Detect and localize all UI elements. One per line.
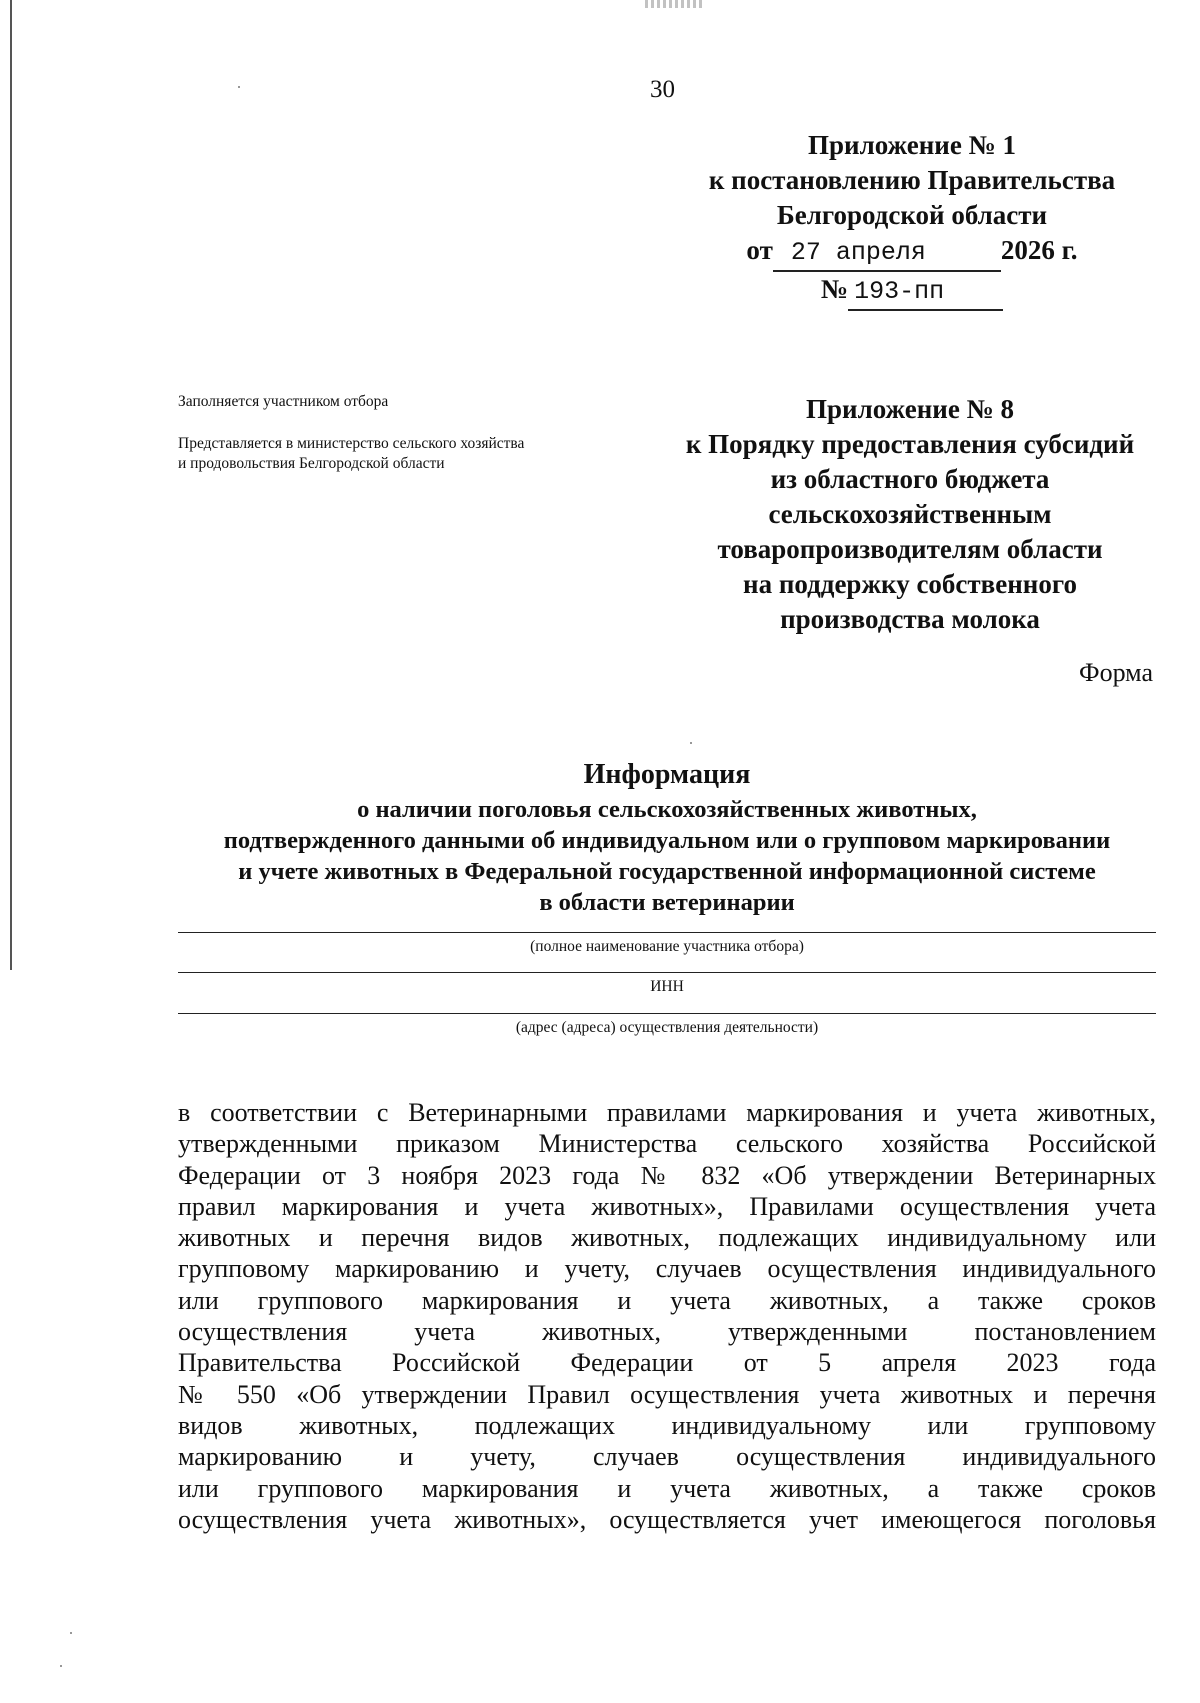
appendix-8-line: производства молока [780, 604, 1040, 634]
scan-edge-line [10, 0, 12, 970]
body-line: правил маркирования и учета животных», Правилами осуществления учета [178, 1191, 1156, 1221]
scan-speck [70, 1632, 72, 1634]
body-line: осуществления учета животных», осуществляется учет имеющегося поголовья [178, 1504, 1156, 1534]
address-caption: (адрес (адреса) осуществления деятельности) [515, 1019, 819, 1036]
appendix-8-line: товаропроизводителям области [717, 534, 1103, 564]
document-title [178, 756, 1156, 918]
body-paragraph [178, 1097, 1156, 1535]
appendix-8-block [660, 392, 1160, 637]
title-subtitle [178, 794, 1156, 918]
body-line: или группового маркирования и учета животных, а также сроков [178, 1285, 1156, 1315]
left-notes [178, 392, 638, 474]
appendix-8-line: из областного бюджета [770, 464, 1050, 494]
body-line: видов животных, подлежащих индивидуальному или групповому [178, 1410, 1156, 1440]
scan-speck [690, 742, 692, 744]
number-prefix: № [820, 274, 849, 304]
body-line: животных и перечня видов животных, подлежащих индивидуальному или [178, 1223, 1156, 1253]
title-main: Информация [583, 759, 751, 790]
body-line: или группового маркирования и учета животных, а также сроков [178, 1473, 1156, 1503]
appendix-8-line: к Порядку предоставления субсидий [685, 429, 1135, 459]
participant-name-caption: (полное наименование участника отбора) [530, 938, 804, 955]
appendix-8-line: сельскохозяйственным [768, 499, 1052, 529]
inn-caption: ИНН [650, 978, 684, 995]
form-label: Форма [1079, 658, 1153, 687]
handwritten-number: 193-пп [848, 274, 1003, 311]
body-line: в соответствии с Ветеринарными правилами маркирования и учета животных, [178, 1098, 1156, 1127]
appendix-8-title: Приложение № 8 [806, 394, 1014, 424]
appendix-1-date-line [672, 233, 1152, 272]
body-line: осуществления учета животных, утвержденными постановлением [178, 1317, 1156, 1347]
subtitle-line: подтвержденного данными об индивидуальном или о групповом маркировании [223, 827, 1111, 854]
body-line: Правительства Российской Федерации от 5 апреля 2023 года [178, 1348, 1156, 1378]
subtitle-line: о наличии поголовья сельскохозяйственных животных, [357, 796, 977, 823]
appendix-1-line: Белгородской области [776, 200, 1048, 230]
fill-note: Заполняется участником отбора [178, 393, 389, 410]
scan-speck [60, 1665, 62, 1667]
body-line: маркированию и учету, случаев осуществления индивидуального [178, 1442, 1156, 1472]
appendix-1-block [672, 128, 1152, 311]
subtitle-line: и учете животных в Федеральной государственной информационной системе [238, 858, 1096, 885]
appendix-1-number-line [672, 272, 1152, 311]
body-line: утвержденными приказом Министерства сельского хозяйства Российской [178, 1129, 1156, 1159]
appendix-8-line: на поддержку собственного [743, 569, 1077, 599]
inn-field[interactable] [178, 972, 1156, 997]
body-line: № 550 «Об утверждении Правил осуществления учета животных и перечня [178, 1379, 1156, 1409]
appendix-1-line: к постановлению Правительства [708, 165, 1116, 195]
handwritten-date: 27 апреля [773, 235, 1001, 272]
date-prefix: от [746, 235, 773, 265]
date-suffix: 2026 г. [1000, 235, 1078, 265]
page-number: 30 [650, 76, 675, 103]
address-field[interactable] [178, 1013, 1156, 1038]
submit-note-line: Представляется в министерство сельского хозяйства [178, 435, 525, 452]
body-line: групповому маркированию и учету, случаев осуществления индивидуального [178, 1254, 1156, 1284]
scan-artifact [645, 0, 705, 8]
participant-name-field[interactable] [178, 932, 1156, 957]
body-line: Федерации от 3 ноября 2023 года № 832 «Об утверждении Ветеринарных [178, 1160, 1156, 1190]
scan-speck [238, 86, 240, 88]
submit-note-line: и продовольствия Белгородской области [178, 455, 445, 472]
subtitle-line: в области ветеринарии [539, 889, 795, 916]
appendix-1-title: Приложение № 1 [808, 130, 1016, 160]
